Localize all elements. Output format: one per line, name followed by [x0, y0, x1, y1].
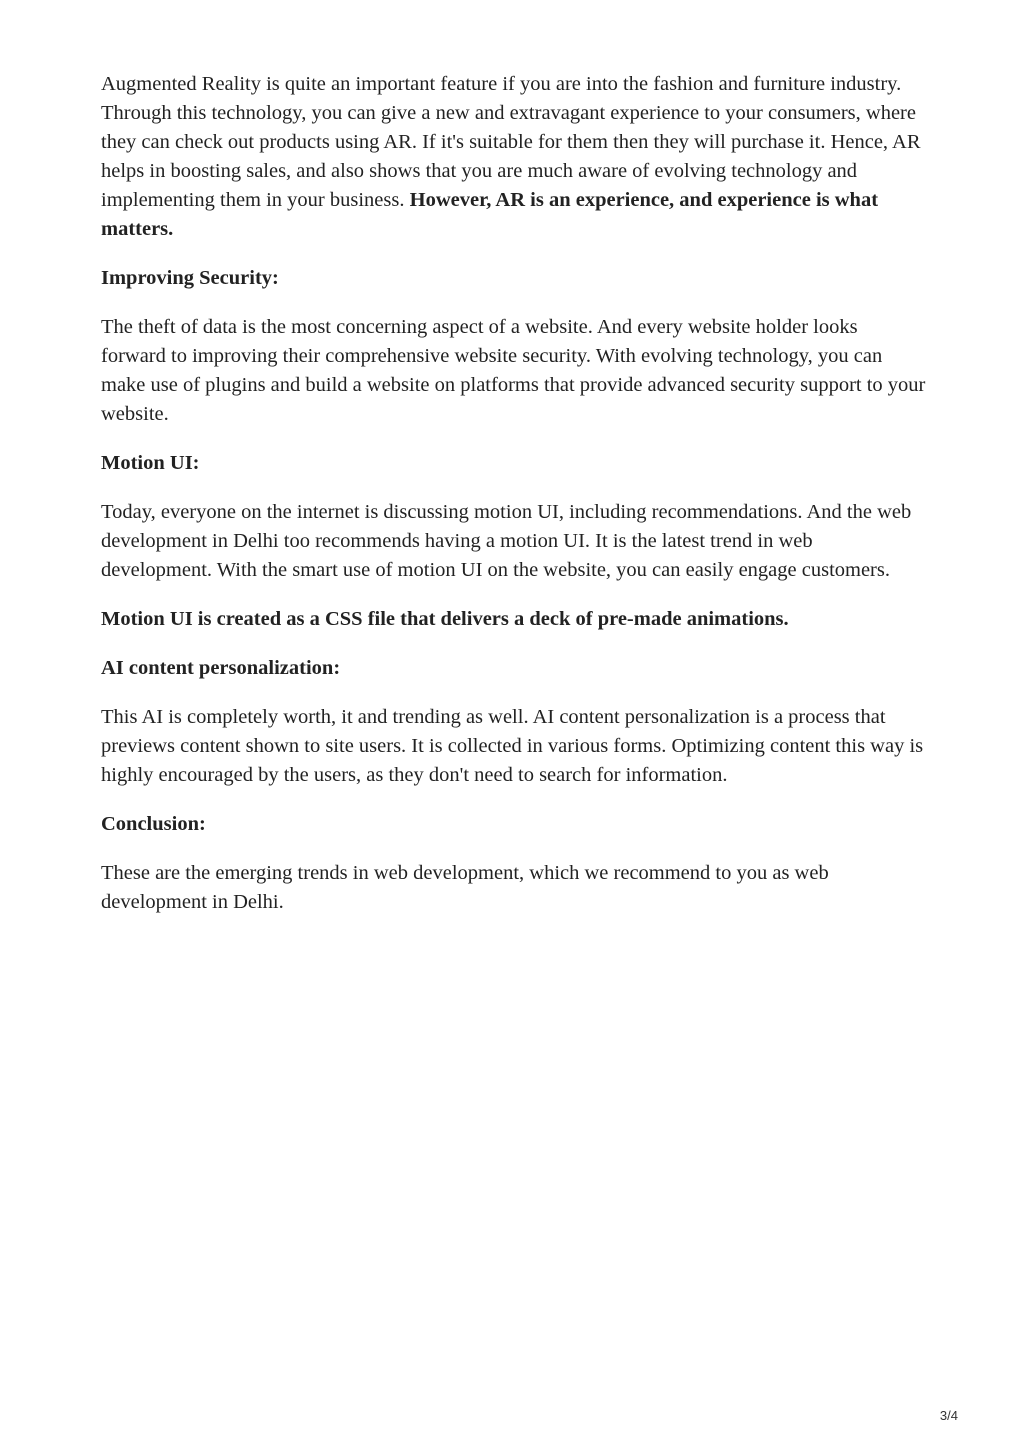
motion-ui-heading: Motion UI: — [101, 452, 200, 474]
motion-ui-bold-note: Motion UI is created as a CSS file that delivers a deck of pre-made animations. — [101, 608, 789, 630]
conclusion-paragraph: These are the emerging trends in web development, which we recommend to you as web development in Delhi. — [101, 862, 829, 913]
intro-paragraph — [101, 70, 927, 244]
security-paragraph: The theft of data is the most concerning aspect of a website. And every website holder looks forward to improving their comprehensive website security. With evolving technology, you can make use of plugins and build a website on platforms that provide advanced security support to your website. — [101, 316, 926, 425]
conclusion-heading: Conclusion: — [101, 813, 206, 835]
page-number: 3/4 — [939, 1408, 958, 1423]
security-heading: Improving Security: — [101, 267, 279, 289]
document-body — [101, 70, 927, 937]
intro-bold-statement: However, AR is an experience, and experience is what matters. — [101, 189, 879, 240]
ai-personalization-paragraph: This AI is completely worth, it and trending as well. AI content personalization is a process that previews content shown to site users. It is collected in various forms. Optimizing content this way is highly encouraged by the users, as they don't need to search for information. — [101, 706, 924, 786]
motion-ui-paragraph: Today, everyone on the internet is discussing motion UI, including recommendations. And the web development in Delhi too recommends having a motion UI. It is the latest trend in web development. With the smart use of motion UI on the website, you can easily engage customers. — [101, 501, 912, 581]
intro-text: Augmented Reality is quite an important feature if you are into the fashion and furniture industry. Through this technology, you can give a new and extravagant experience to your consumers, where they can check out products using AR. If it's suitable for them then they will purchase it. Hence, AR helps in boosting sales, and also shows that you are much aware of evolving technology and implementing them in your business. — [101, 73, 921, 211]
ai-personalization-heading: AI content personalization: — [101, 657, 341, 679]
